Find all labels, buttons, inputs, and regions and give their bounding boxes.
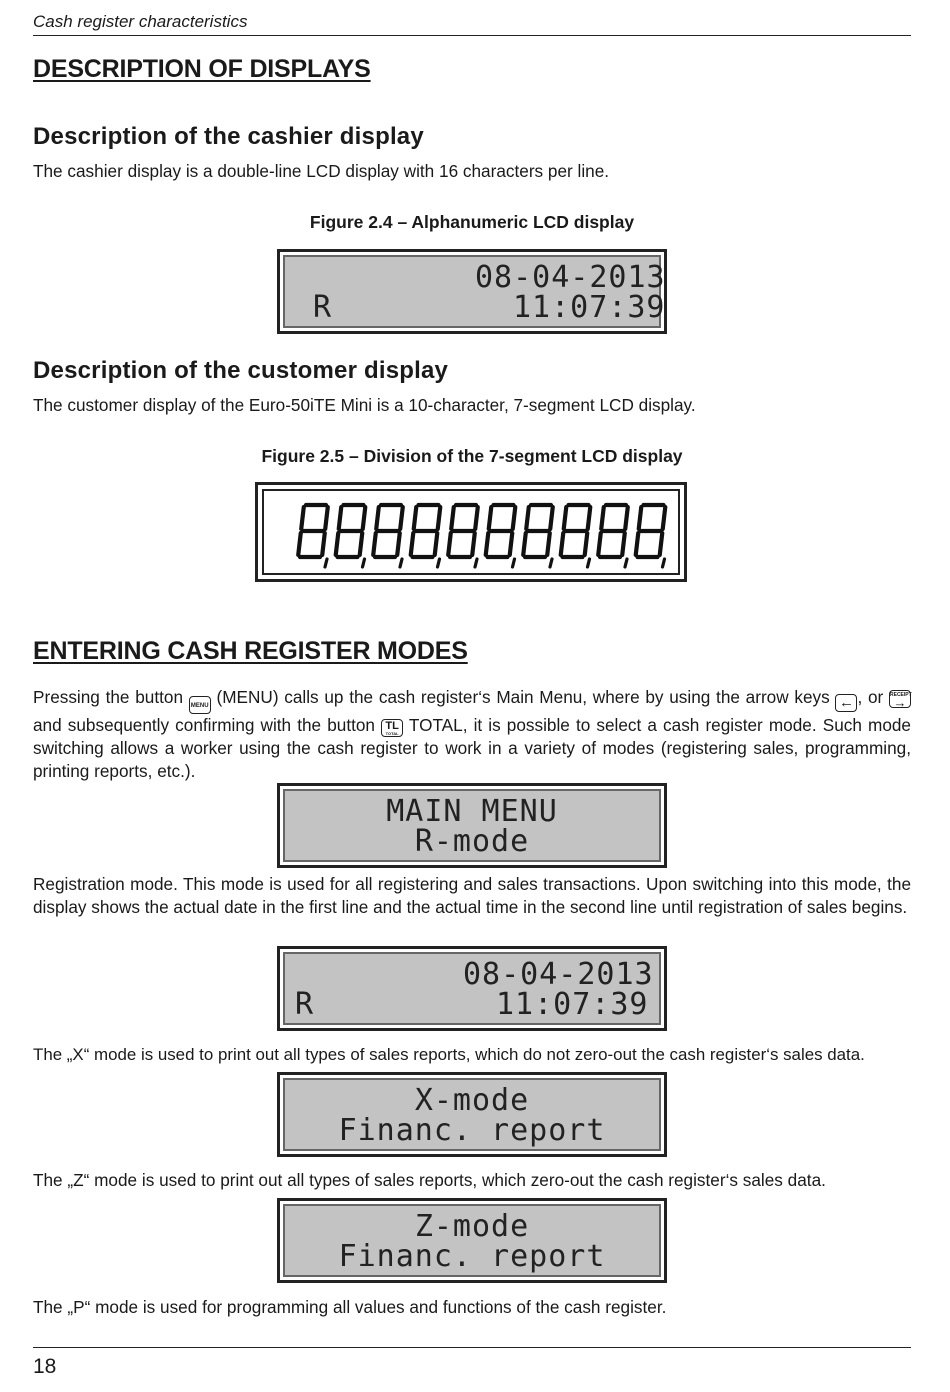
lcd-main-menu-line1: MAIN MENU bbox=[386, 794, 558, 829]
section-title-modes: ENTERING CASH REGISTER MODES bbox=[33, 637, 468, 665]
registration-lcd bbox=[277, 946, 667, 1031]
figure-2-4-caption: Figure 2.4 – Alphanumeric LCD display bbox=[309, 212, 635, 232]
main-menu-lcd bbox=[277, 783, 667, 868]
lcd-main-menu-line2: R-mode bbox=[414, 824, 530, 859]
digit-segment bbox=[448, 533, 451, 555]
digit-segment bbox=[564, 507, 567, 529]
digit-segment bbox=[639, 507, 642, 529]
lcd-line-date: 08-04-2013 bbox=[475, 260, 666, 295]
digit-decimal-comma bbox=[400, 559, 402, 567]
digit-segment bbox=[513, 507, 516, 529]
z-mode-lcd bbox=[277, 1198, 667, 1283]
receipt-arrow-key-icon bbox=[889, 690, 911, 708]
lcd-reg-time: 11:07:39 bbox=[496, 987, 649, 1022]
seven-segment-digit bbox=[523, 505, 553, 567]
digit-segment bbox=[550, 507, 553, 529]
digit-segment bbox=[339, 507, 342, 529]
digit-segment bbox=[373, 533, 376, 555]
digit-segment bbox=[585, 533, 588, 555]
digit-segment bbox=[489, 507, 492, 529]
seven-segment-digit bbox=[411, 505, 441, 567]
digit-segment bbox=[400, 507, 403, 529]
z-mode-text: The „Z“ mode is used to print out all types of sales reports, which zero-out the cash register‘s sales data. bbox=[33, 1170, 826, 1190]
digit-segment bbox=[411, 533, 414, 555]
seven-segment-digit bbox=[636, 505, 666, 567]
p-mode-text: The „P“ mode is used for programming all values and functions of the cash register. bbox=[33, 1297, 667, 1317]
page-number: 18 bbox=[33, 1355, 57, 1378]
seven-segment-digit bbox=[336, 505, 366, 567]
digit-decimal-comma bbox=[325, 559, 327, 567]
digit-segment bbox=[625, 507, 628, 529]
digit-decimal-comma bbox=[513, 559, 515, 567]
digit-segment bbox=[438, 507, 441, 529]
digit-segment bbox=[510, 533, 513, 555]
digit-segment bbox=[301, 507, 304, 529]
lcd-z-line1: Z-mode bbox=[414, 1209, 530, 1244]
digit-segment bbox=[561, 533, 564, 555]
digit-segment bbox=[475, 507, 478, 529]
digit-segment bbox=[363, 507, 366, 529]
digit-segment bbox=[486, 533, 489, 555]
digit-decimal-comma bbox=[475, 559, 477, 567]
right-arrow-glyph: → bbox=[893, 695, 907, 710]
seven-segment-digit bbox=[561, 505, 591, 567]
cashier-display-text: The cashier display is a double-line LCD display with 16 characters per line. bbox=[33, 161, 610, 181]
lcd-reg-mode: R bbox=[295, 987, 315, 1022]
customer-display-heading: Description of the customer display bbox=[33, 357, 449, 384]
seven-segment-digit bbox=[486, 505, 516, 567]
digit-segment bbox=[298, 533, 301, 555]
digit-segment bbox=[472, 533, 475, 555]
manual-page bbox=[33, 0, 911, 1392]
digit-segment bbox=[360, 533, 363, 555]
seven-segment-digits bbox=[258, 485, 684, 579]
running-header: Cash register characteristics bbox=[33, 12, 911, 36]
modes-intro-paragraph bbox=[33, 686, 911, 782]
lcd-x-line2: Financ. report bbox=[338, 1113, 606, 1148]
lcd-line-mode: R bbox=[313, 290, 333, 325]
seven-segment-digit bbox=[598, 505, 628, 567]
customer-display-text: The customer display of the Euro-50iTE Mini is a 10-character, 7-segment LCD display. bbox=[33, 395, 696, 415]
digit-segment bbox=[435, 533, 438, 555]
modes-intro-part: Pressing the button bbox=[33, 687, 184, 707]
modes-intro-part: , bbox=[857, 687, 863, 707]
digit-segment bbox=[322, 533, 325, 555]
digit-segment bbox=[601, 507, 604, 529]
lcd-line-time: 11:07:39 bbox=[513, 290, 666, 325]
menu-key-icon: MENU bbox=[189, 696, 211, 714]
digit-segment bbox=[523, 533, 526, 555]
digit-decimal-comma bbox=[550, 559, 552, 567]
digit-segment bbox=[660, 533, 663, 555]
total-key-sublabel: TOTAL bbox=[385, 731, 399, 736]
digit-segment bbox=[588, 507, 591, 529]
lcd-z-line2: Financ. report bbox=[338, 1239, 606, 1274]
digit-segment bbox=[636, 533, 639, 555]
seven-segment-digit bbox=[373, 505, 403, 567]
digit-segment bbox=[397, 533, 400, 555]
cashier-display-heading: Description of the cashier display bbox=[33, 123, 424, 150]
digit-decimal-comma bbox=[438, 559, 440, 567]
modes-intro-part: or bbox=[867, 687, 884, 707]
lcd-x-line1: X-mode bbox=[414, 1083, 530, 1118]
digit-segment bbox=[336, 533, 339, 555]
total-key-icon bbox=[381, 719, 403, 737]
modes-intro-part: and subsequently confirming with the button bbox=[33, 715, 375, 735]
digit-segment bbox=[547, 533, 550, 555]
digit-segment bbox=[451, 507, 454, 529]
modes-intro-part: TOTAL, it is possible to select a cash register mode. Such mode switching allows a worker using the cash register to work in a variety of modes (registering sales, programming, printing reports, etc.). bbox=[33, 715, 911, 781]
seven-segment-digit bbox=[448, 505, 478, 567]
registration-mode-text: Registration mode. This mode is used for all registering and sales transactions. Upon switching into this mode, the display shows the actual date in the first line and the actual time in the second line until registration of sales begins. bbox=[33, 874, 911, 917]
digit-decimal-comma bbox=[363, 559, 365, 567]
digit-decimal-comma bbox=[588, 559, 590, 567]
modes-intro-part: (MENU) calls up the cash register‘s Main Menu, where by using the arrow keys bbox=[216, 687, 830, 707]
digit-segment bbox=[663, 507, 666, 529]
digit-segment bbox=[526, 507, 529, 529]
footer-rule bbox=[33, 1347, 911, 1348]
receipt-key-label: RECEIPT bbox=[890, 692, 912, 698]
digit-decimal-comma bbox=[625, 559, 627, 567]
x-mode-text: The „X“ mode is used to print out all types of sales reports, which do not zero-out the cash register‘s sales data. bbox=[33, 1045, 865, 1064]
lcd-reg-date: 08-04-2013 bbox=[463, 957, 654, 992]
left-arrow-key-icon: ← bbox=[835, 694, 857, 712]
cashier-lcd-display bbox=[277, 249, 667, 334]
section-title-displays: DESCRIPTION OF DISPLAYS bbox=[33, 55, 371, 83]
digit-decimal-comma bbox=[663, 559, 665, 567]
digit-segment bbox=[325, 507, 328, 529]
seven-segment-digit bbox=[298, 505, 328, 567]
digit-segment bbox=[376, 507, 379, 529]
digit-segment bbox=[598, 533, 601, 555]
digit-segment bbox=[622, 533, 625, 555]
total-key-label: TL bbox=[385, 720, 399, 732]
figure-2-5-caption: Figure 2.5 – Division of the 7-segment LCD display bbox=[261, 446, 683, 466]
x-mode-lcd bbox=[277, 1072, 667, 1157]
digit-segment bbox=[414, 507, 417, 529]
seven-segment-display bbox=[255, 482, 687, 582]
